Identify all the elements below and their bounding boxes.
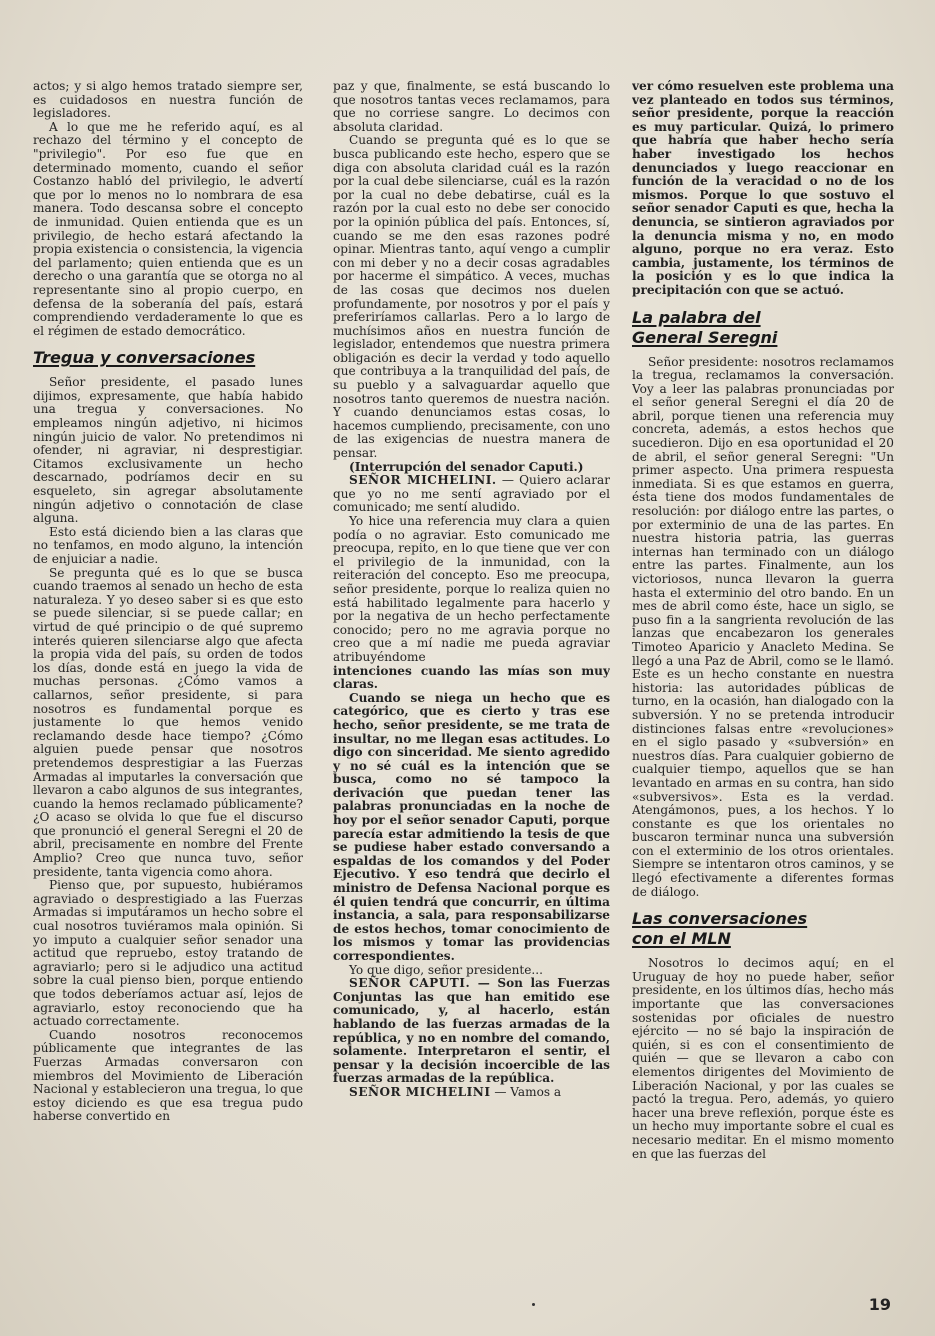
paragraph: Se pregunta qué es lo que se busca cuando traemos al senado un hecho de esta naturaleza. Y yo deseo saber si es que esto se puede silenciar, si se puede callar; en virtud de qué principio o de qué supremo interés quieren silenciarse algo que afecta la propia vida del país, su orden de todos los días, donde está en juego la vida de muchas personas. ¿Cómo vamos a callarnos, señor presidente, si para nosotros es fundamental porque es justamente lo que hemos venido reclamando desde hace tiempo? ¿Cómo alguien puede pensar que nosotros pretendemos desprestigiar a las Fuerzas Armadas al imputarles la conversación que llevaron a cabo algunos de sus integrantes, cuando la hemos reclamado públicamente? ¿O acaso se olvida lo que fue el discurso que pronunció el general Seregni el 20 de abril, precisamente en nombre del Frente Amplio? Creo que nunca tuvo, señor presidente, tanta vigencia como ahora. [33,565,303,879]
heading-line: Las conversaciones [632,909,808,929]
paragraph: Señor presidente: nosotros reclamamos la tregua, reclamamos la conversación. Voy a leer las palabras pronunciadas por el señor general Seregni el día 20 de abril, porque tienen una referencia muy concreta, además, a estos hechos que sucedieron. Dijo en esa oportunidad el 20 de abril, el señor general Seregni: "Un primer aspecto. Una primera respuesta inmediata. Si es que estamos en guerra, ésta tiene dos modos fundamentales de resolución: por diálogo entre las partes, o por exterminio de una de las partes. En nuestra historia patria, las guerras internas han terminado con un diálogo entre las partes. Finalmente, aun los victoriosos, nunca llevaron la guerra hasta el exterminio del otro bando. En un mes de abril como éste, hace un siglo, se puso fin a la sangrienta revolución de las lanzas que encabezaron los generales Timoteo Aparicio y Anacleto Medina. Se llegó a una Paz de Abril, como se le llamó. Este es un hecho constante en nuestra historia: las autoridades públicas de turno, en la ocasión, han dialogado con la subversión. Y no se pretenda introducir distinciones falsas entre «revoluciones» en el siglo pasado y «subversión» en nuestros días. Para cualquier gobierno de cualquier tiempo, aquellos que se han levantado en armas en su contra, han sido «subversivos». Esta es la verdad. Atengámonos, pues, a los hechos. Y lo constante es que los orientales no buscaron terminar nunca una subversión con el exterminio de los otros orientales. Siempre se intentaron otros caminos, y se llegó efectivamente a diferentes formas de diálogo. [632,354,894,899]
paragraph: Pienso que, por supuesto, hubiéramos agraviado o desprestigiado a las Fuerzas Armadas si imputáramos un hecho sobre el cual nosotros tuviéramos mala opinión. Si yo imputo a cualquier señor senador una actitud que repruebo, estoy tratando de agraviarlo; pero si le adjudico una actitud sobre la cual pienso bien, porque entiendo que todos deberíamos actuar así, lejos de agraviarlo, estoy reconociendo que ha actuado correctamente. [33,878,303,1029]
speaker-name: SEÑOR MICHELINI. [349,473,497,488]
speech-text: — Vamos a [490,1084,562,1099]
heading-line: con el MLN [632,929,731,949]
text-column-right [632,80,894,1300]
interruption-note: (Interrupción del senador Caputi.) [349,459,584,474]
text-column-left [33,80,303,1325]
print-speck [532,1303,535,1306]
paragraph: Cuando nosotros reconocemos públicamente que integrantes de las Fuerzas Armadas conversaron con miembros del Movimiento de Liberación Nacional y establecieron una tregua, lo que estoy diciendo es que esa tregua pudo haberse convertido en [33,1027,303,1124]
speaker-paragraph [333,977,610,1086]
heading-line: La palabra del [632,307,761,327]
speaker-paragraph [333,474,610,515]
speaker-paragraph [333,1086,610,1100]
page-number: 19 [868,1295,891,1314]
paragraph: A lo que me he referido aquí, es al rechazo del término y el concepto de "privilegio". Por eso fue que en determinado momento, cuando el señor Costanzo habló del privilegio, le advertí que por lo menos no lo nombrara de esa manera. Todo descansa sobre el concepto de inmunidad. Quien entienda que es un privilegio, de hecho estará afectando la propia existencia o consistencia, la vigencia del parlamento; quien entienda que es un derecho o una garantía que se otorga no al representante sino al propio cuerpo, en defensa de la soberanía del país, estará comprendiendo verdaderamente lo que es el régimen de estado democrático. [33,119,303,338]
paragraph: Esto está diciendo bien a las claras que no tenfamos, en modo alguno, la intención de enjuiciar a nadie. [33,524,303,566]
speaker-name: SEÑOR CAPUTI. [349,976,471,991]
speaker-name: SEÑOR MICHELINI [349,1084,491,1099]
paragraph: Señor presidente, el pasado lunes dijimos, expresamente, que había habido una tregua y conversaciones. No empleamos ningún adjetivo, ni hicimos ningún juicio de valor. No pretendimos ni ofender, ni agraviar, ni desprestigiar. Citamos exclusivamente un hecho descarnado, podríamos decir en su esqueleto, sin agregar absolutamente ningún adjetivo o connotación de clase alguna. [33,375,303,526]
heading-line: General Seregni [632,327,778,347]
paragraph: paz y que, finalmente, se está buscando lo que nosotros tantas veces reclamamos, para que no corriese sangre. Lo decimos con absoluta claridad. [333,80,610,134]
paragraph: Cuando se niega un hecho que es categórico, que es cierto y tras ese hecho, señor presidente, se me trata de insultar, no me llegan esas actitudes. Lo digo con sinceridad. Me siento agredido y no sé cuál es la intención que se busca, como no sé tampoco la derivación que puedan tener las palabras pronunciadas en la noche de hoy por el señor senador Caputi, porque parecía estar admitiendo la tesis de que se pudiese haber estado conversando a espaldas de los comandos y del Poder Ejecutivo. Y eso tendrá que decirlo el ministro de Defensa Nacional porque es él quien tendrá que concurrir, en última instancia, a sala, para responsabilizarse de estos hechos, tomar conocimiento de los mismos y tomar las providencias correspondientes. [333,690,610,963]
subheading-text: intenciones cuando las mías son muy claras. [333,663,610,692]
section-heading-mln [632,909,894,949]
paragraph: Nosotros lo decimos aquí; en el Uruguay de hoy no puede haber, señor presidente, en los últimos días, hecho más importante que las conversaciones sostenidas por oficiales de nuestro ejército — no sé bajo la inspiración de quién, si es con el consentimiento de quién — que se llevaron a cabo con elementos dirigentes del Movimiento de Liberación Nacional, y por las cuales se pactó la tregua. Pero, además, yo quiero hacer una breve reflexión, porque éste es un hecho muy importante sobre el cual es necesario meditar. En el mismo momento en que las fuerzas del [632,956,894,1161]
text-column-middle [333,80,610,1300]
paragraph: Cuando se pregunta qué es lo que se busca publicando este hecho, espero que se diga con absoluta claridad cuál es la razón por la cual debe silenciarse, cuál es la razón por la cual no debe debatirse, cuál es la razón por la cual esto no debe ser conocido por la opinión pública del país. Entonces, sí, cuando se me den esas razones podré opinar. Mientras tanto, aquí vengo a cumplir con mi deber y no a decir cosas agradables por hacerme el simpático. A veces, muchas de las cosas que decimos nos duelen profundamente, por nosotros y por el país y preferiríamos callarlas. Pero a lo largo de muchísimos años en nuestra función de legislador, entendemos que nuestra primera obligación es decir la verdad y todo aquello que contribuya a la tranquilidad del país, de su pueblo y a salvaguardar aquello que nosotros tanto queremos de nuestra nación. Y cuando denunciamos estas cosas, lo hacemos cumpliendo, precisamente, con uno de las exigencias de nuestra manera de pensar. [333,133,610,461]
section-heading-seregni [632,308,894,348]
section-heading-tregua: Tregua y conversaciones [33,348,256,368]
paragraph: actos; y si algo hemos tratado siempre ser, es cuidadosos en nuestra función de legisladores. [33,80,303,121]
speech-text: — Quiero aclarar que yo no me sentí agraviado por el comunicado; me sentí aludido. [333,473,610,515]
paragraph: ver cómo resuelven este problema una vez planteado en todos sus términos, señor presidente, porque la reacción es muy particular. Quizá, lo primero que habría que haber hecho sería haber investigado los hechos denunciados y luego reaccionar en función de la veracidad o no de los mismos. Porque lo que sostuvo el señor senador Caputi es que, hecha la denuncia, se sintieron agraviados por la denuncia misma y no, en modo alguno, porque no era veraz. Esto cambia, justamente, los términos de la posición y es lo que indica la precipitación con que se actuó. [632,80,894,297]
paragraph: Yo que digo, señor presidente... [349,962,543,977]
paragraph: Yo hice una referencia muy clara a quien podía o no agraviar. Esto comunicado me preocupa, repito, en lo que tiene que ver con el privilegio de la inmunidad, con la reiteración del concepto. Eso me preocupa, señor presidente, porque lo realiza quien no está habilitado legalmente para hacerlo y por la negativa de un hecho perfectamente conocido; pero no me agravia porque no creo que a mí nadie me pueda agraviar atribuyéndome [333,514,610,664]
speech-text: — Son las Fuerzas Conjuntas las que han emitido ese comunicado, y, al hacerlo, están hablando de las fuerzas armadas de la república, y no en nombre del comando, solamente. Interpretaron el sentir, el pensar y la decisión incoercible de las fuerzas armadas de la república. [333,976,610,1086]
